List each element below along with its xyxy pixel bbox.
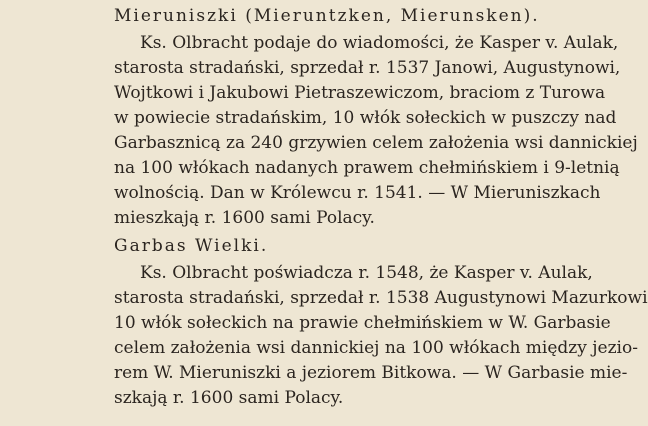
section-heading: Mieruniszki (Mieruntzken, Mierunsken). [114,6,540,26]
text-line: wolnością. Dan w Królewcu r. 1541. — W Mieruniszkach [114,183,601,203]
text-line: starosta stradański, sprzedał r. 1538 Augustynowi Mazurkowi [114,288,648,308]
text-line: szkają r. 1600 sami Polacy. [114,388,344,408]
text-line: rem W. Mieruniszki a jeziorem Bitkowa. — W Garbasie mie- [114,363,628,383]
text-line: Garbasznicą za 240 grzywien celem założenia wsi dannickiej [114,133,638,153]
text-line: Ks. Olbracht poświadcza r. 1548, że Kasper v. Aulak, [140,263,593,283]
text-line: na 100 włókach nadanych prawem chełmińskiem i 9-letnią [114,158,620,178]
text-line: starosta stradański, sprzedał r. 1537 Janowi, Augustynowi, [114,58,621,78]
text-line: celem założenia wsi dannickiej na 100 włókach między jezio- [114,338,638,358]
text-line: mieszkają r. 1600 sami Polacy. [114,208,375,228]
text-line: Wojtkowi i Jakubowi Pietraszewiczom, braciom z Turowa [114,83,606,103]
text-line: w powiecie stradańskim, 10 włók sołeckich w puszczy nad [114,108,617,128]
text-line: 10 włók sołeckich na prawie chełmińskiem w W. Garbasie [114,313,611,333]
text-line: Ks. Olbracht podaje do wiadomości, że Kasper v. Aulak, [140,33,619,53]
section-heading: Garbas Wielki. [114,236,269,256]
